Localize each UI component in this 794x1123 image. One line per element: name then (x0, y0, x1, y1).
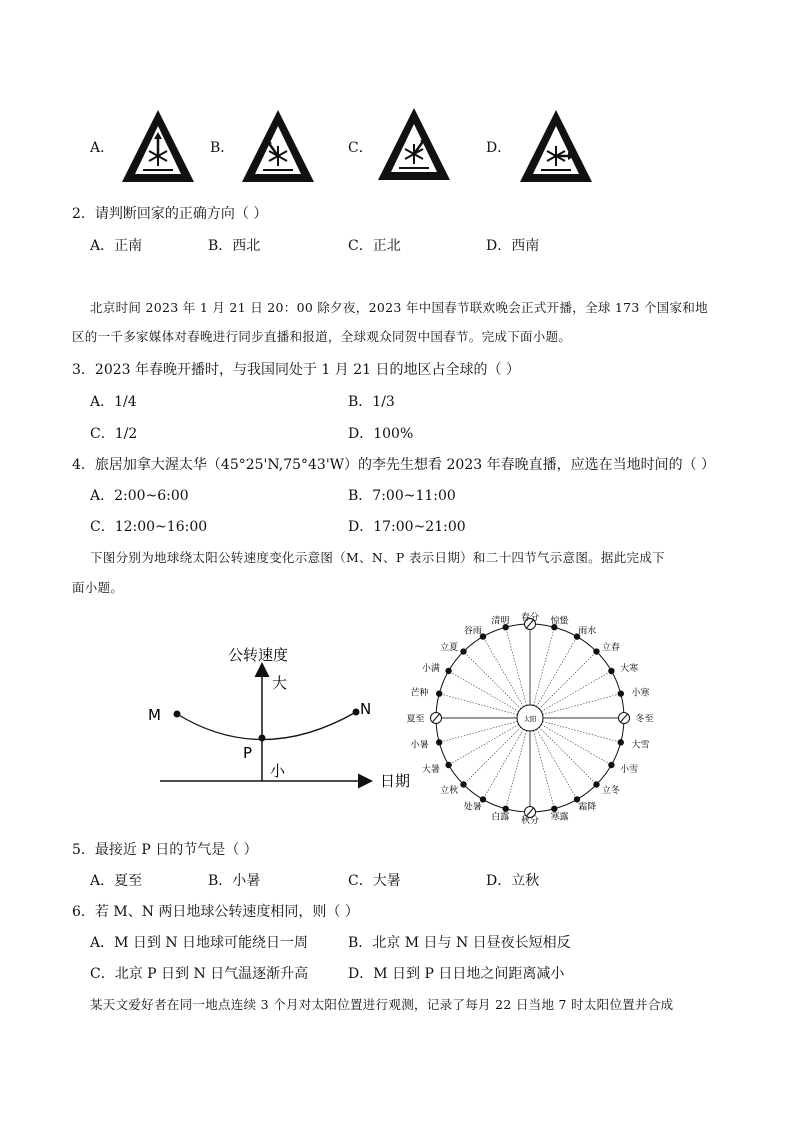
small-label: 小 (270, 762, 286, 780)
q1-option-c-label: C． (348, 140, 373, 156)
spoke-line (464, 652, 521, 709)
solar-term-label: 惊蛰 (550, 616, 569, 627)
q5-option-b: B．小暑 (208, 873, 261, 889)
term-dot (608, 762, 614, 768)
spoke-line (449, 671, 519, 712)
q4-option-d: D．17:00~21:00 (348, 519, 466, 535)
q4-option-c: C．12:00~16:00 (90, 519, 208, 535)
solar-term-label: 芒种 (410, 688, 429, 699)
term-dot (436, 690, 442, 696)
warning-triangle-snowflake-arrow-up-icon (118, 106, 198, 186)
warning-triangle-snowflake-arrow-upright-icon (374, 104, 454, 184)
q2-option-b: B．西北 (208, 238, 261, 254)
solar-term-label: 谷雨 (463, 626, 482, 637)
q2-stem: 2．请判断回家的正确方向（ ） (72, 206, 268, 222)
term-dot (460, 648, 466, 654)
point-p (259, 735, 266, 742)
q3-option-d: D．100% (348, 426, 414, 442)
solar-term-label: 处暑 (463, 802, 482, 813)
solar-term-label: 清明 (491, 616, 510, 627)
q6-option-c: C．北京 P 日到 N 日气温逐渐升高 (90, 966, 309, 982)
spoke-line (539, 652, 596, 709)
solar-term-label: 冬至 (635, 714, 654, 725)
q4-option-b: B．7:00~11:00 (348, 488, 456, 504)
q6-option-b: B．北京 M 日与 N 日昼夜长短相反 (348, 935, 571, 951)
q1-option-d-label: D． (486, 140, 512, 156)
point-n-label: N (360, 700, 372, 718)
q3-option-a: A．1/4 (90, 394, 137, 410)
point-m (174, 711, 181, 718)
q1-option-a-label: A． (90, 140, 115, 156)
solar-term-label: 霜降 (578, 802, 597, 813)
term-dot (436, 739, 442, 745)
spoke-line (543, 721, 621, 742)
solar-term-label: 立春 (601, 642, 620, 653)
point-m-label: M (148, 706, 161, 724)
solar-term-label: 秋分 (520, 815, 540, 826)
solar-term-label: 立秋 (440, 786, 459, 797)
point-p-label: P (243, 744, 253, 762)
solar-term-label: 小寒 (631, 688, 650, 699)
q4-option-a: A．2:00~6:00 (90, 488, 189, 504)
big-label: 大 (272, 674, 288, 692)
q5-option-a: A．夏至 (90, 873, 143, 889)
spoke-line (483, 729, 524, 799)
passage2-line1: 下图分别为地球绕太阳公转速度变化示意图（M、N、P 表示日期）和二十四节气示意图。据此完成下 (90, 550, 665, 565)
term-dot (551, 806, 557, 812)
passage3-line1: 某天文爱好者在同一地点连续 3 个月对太阳位置进行观测，记录了每月 22 日当地 7 时太阳位置并合成 (90, 997, 674, 1012)
q2-option-c: C．正北 (348, 238, 401, 254)
q6-option-d: D．M 日到 P 日日地之间距离减小 (348, 966, 565, 982)
spoke-line (464, 727, 521, 784)
solar-term-label: 春分 (520, 613, 540, 624)
q6-stem: 6．若 M、N 两日地球公转速度相同，则（ ） (72, 904, 359, 920)
solar-term-label: 立冬 (601, 786, 620, 797)
spoke-line (483, 637, 524, 707)
revolution-speed-diagram (140, 640, 420, 800)
term-dot (608, 668, 614, 674)
term-dot (460, 781, 466, 787)
spoke-line (541, 725, 611, 766)
solar-term-label: 雨水 (578, 626, 597, 637)
q3-option-b: B．1/3 (348, 394, 395, 410)
spoke-line (533, 731, 554, 809)
spoke-line (506, 731, 527, 809)
term-dot (618, 690, 624, 696)
q5-stem: 5．最接近 P 日的节气是（ ） (72, 842, 258, 858)
term-dot (618, 739, 624, 745)
q6-option-a: A．M 日到 N 日地球可能绕日一周 (90, 935, 309, 951)
warning-triangle-snowflake-arrow-right-icon (516, 106, 596, 186)
x-axis-label: 日期 (380, 772, 411, 790)
solar-term-label: 寒露 (550, 812, 569, 823)
speed-curve (177, 712, 356, 740)
q3-option-c: C．1/2 (90, 426, 138, 442)
spoke-line (506, 627, 527, 705)
solar-term-label: 大寒 (620, 663, 639, 674)
solar-term-label: 白露 (491, 812, 510, 823)
solar-term-label: 立夏 (440, 642, 459, 653)
spoke-line (539, 727, 596, 784)
spoke-line (439, 721, 517, 742)
warning-triangle-snowflake-arrow-upleft-icon (238, 106, 318, 186)
spoke-line (537, 729, 578, 799)
q5-option-c: C．大暑 (348, 873, 401, 889)
q4-stem: 4．旅居加拿大渥太华（45°25'N,75°43'W）的李先生想看 2023 年春晚直播，应选在当地时间的（ ） (72, 457, 716, 473)
passage1-line2: 区的一千多家媒体对春晚进行同步直播和报道，全球观众同贺中国春节。完成下面小题。 (72, 329, 572, 344)
q5-option-d: D．立秋 (486, 873, 540, 889)
solar-term-label: 大雪 (631, 740, 650, 751)
spoke-line (537, 637, 578, 707)
term-dot (445, 668, 451, 674)
solar-term-label: 小暑 (410, 740, 429, 751)
passage1-line1: 北京时间 2023 年 1 月 21 日 20：00 除夕夜，2023 年中国春节联欢晚会正式开播，全球 173 个国家和地 (90, 300, 708, 315)
solar-term-label: 小满 (421, 663, 440, 674)
term-dot (593, 648, 599, 654)
sun-label: 太阳 (523, 715, 537, 723)
q2-option-d: D．西南 (486, 238, 540, 254)
passage2-line2: 面小题。 (72, 580, 124, 595)
solar-term-label: 小雪 (620, 765, 639, 776)
q2-option-a: A．正南 (90, 238, 143, 254)
q3-stem: 3．2023 年春晚开播时，与我国同处于 1 月 21 日的地区占全球的（ ） (72, 362, 520, 378)
spoke-line (541, 671, 611, 712)
solar-term-label: 夏至 (406, 714, 425, 725)
y-axis-label: 公转速度 (228, 646, 289, 664)
term-dot (445, 762, 451, 768)
spoke-line (543, 694, 621, 715)
spoke-line (449, 725, 519, 766)
q1-option-b-label: B． (210, 140, 235, 156)
term-dot (593, 781, 599, 787)
point-n (353, 709, 360, 716)
solar-term-label: 大暑 (421, 765, 440, 776)
term-dot (502, 806, 508, 812)
spoke-line (533, 627, 554, 705)
solar-terms-diagram (406, 608, 654, 828)
spoke-line (439, 694, 517, 715)
